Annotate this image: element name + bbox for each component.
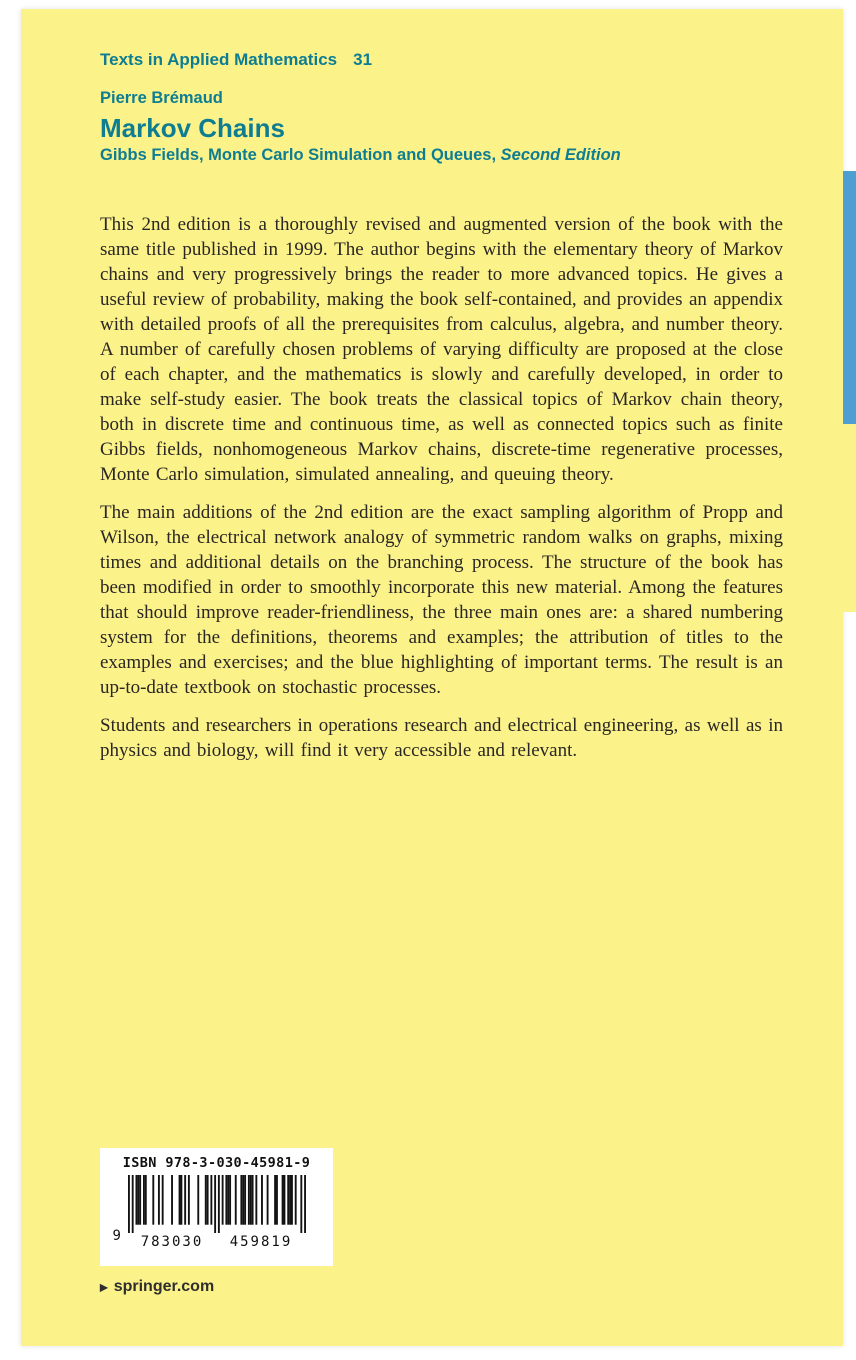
springer-arrow-icon: ▶ [100, 1282, 108, 1293]
springer-url-line [100, 1278, 214, 1296]
barcode-bars [128, 1175, 306, 1233]
isbn-label: ISBN 978-3-030-45981-9 [122, 1155, 311, 1171]
barcode-digit-group-2: 459819 [229, 1234, 293, 1250]
isbn-barcode-box [100, 1148, 333, 1266]
author-name: Pierre Brémaud [100, 88, 223, 107]
series-number: 31 [353, 50, 373, 69]
barcode-digits [112, 1228, 306, 1250]
barcode-digit-lead: 9 [112, 1228, 121, 1244]
description [100, 212, 783, 763]
subtitle-edition: Second Edition [500, 146, 621, 165]
book-title: Markov Chains [100, 112, 285, 143]
book-subtitle [100, 146, 783, 166]
description-paragraph-1: This 2nd edition is a thoroughly revised and augmented version of the book with the same title published in 1999. The author begins with the elementary theory of Markov chains and very progressively brings the reader to more advanced topics. He gives a useful review of probability, making the book self-contained, and provides an appendix with detailed proofs of all the prerequisites from calculus, algebra, and number theory. A number of carefully chosen problems of varying difficulty are proposed at the close of each chapter, and the mathematics is slowly and carefully developed, in order to make self-study easier. The book treats the classical topics of Markov chain theory, both in discrete time and continuous time, as well as connected topics such as finite Gibbs fields, nonhomogeneous Markov chains, discrete-time regenerative processes, Monte Carlo simulation, simulated annealing, and queuing theory. [100, 213, 783, 485]
springer-url: springer.com [113, 1278, 215, 1295]
series-name: Texts in Applied Mathematics [100, 50, 338, 69]
front-cover-edge-blue [843, 171, 856, 424]
subtitle-text: Gibbs Fields, Monte Carlo Simulation and Queues, [100, 146, 497, 165]
book-back-cover [21, 9, 843, 1346]
isbn-barcode [112, 1175, 306, 1250]
barcode-digit-group-1: 783030 [140, 1234, 204, 1250]
series-title [100, 50, 783, 70]
description-paragraph-3: Students and researchers in operations research and electrical engineering, as well as in physics and biology, will find it very accessible and relevant. [100, 714, 783, 761]
description-paragraph-2: The main additions of the 2nd edition are the exact sampling algorithm of Propp and Wilson, the electrical network analogy of symmetric random walks on graphs, mixing times and additional details on the branching process. The structure of the book has been modified in order to smoothly incorporate this new material. Among the features that should improve reader-friendliness, the three main ones are: a shared numbering system for the definitions, theorems and examples; the attribution of titles to the examples and exercises; and the blue highlighting of important terms. The result is an up-to-date textbook on stochastic processes. [100, 501, 783, 698]
front-cover-edge-yellow [843, 424, 856, 612]
back-cover-content [21, 9, 843, 763]
